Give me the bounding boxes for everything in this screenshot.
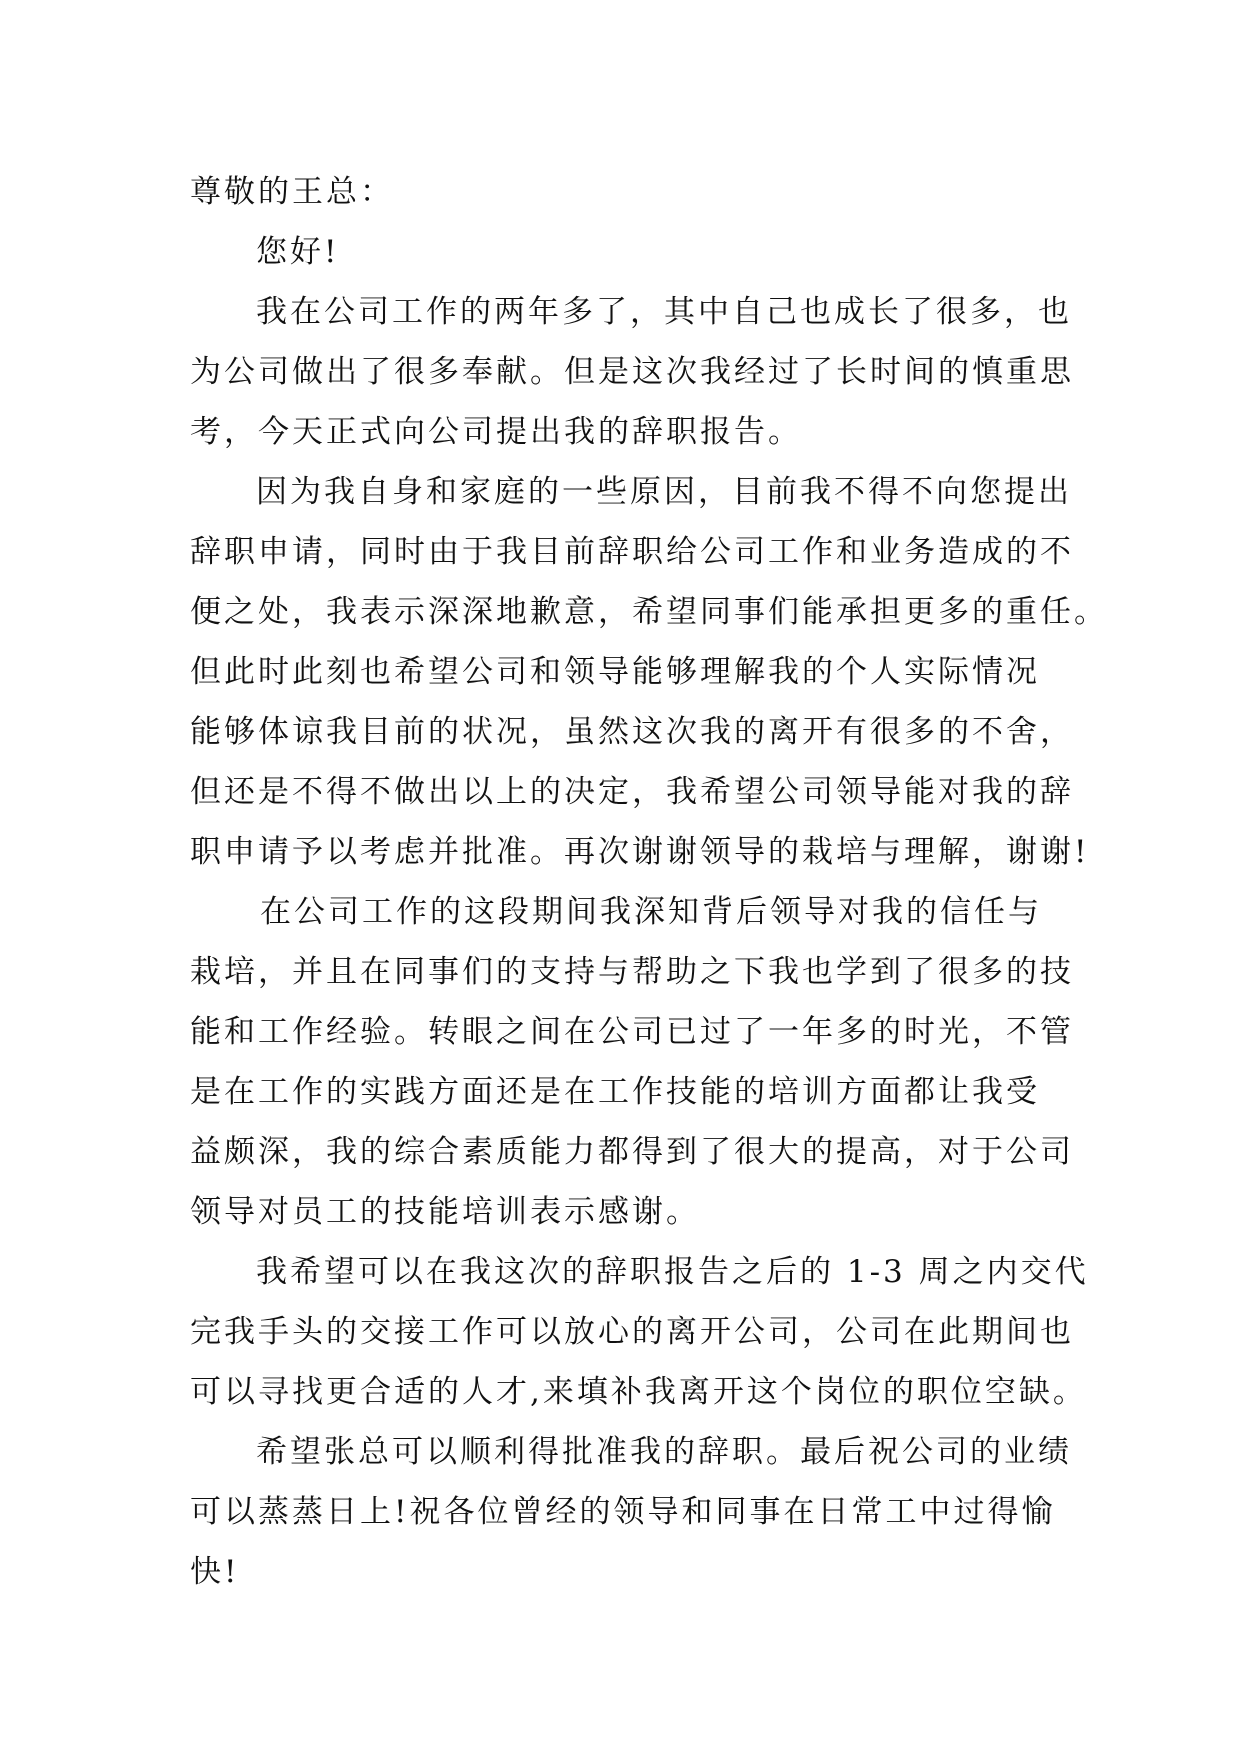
paragraph-3 (190, 882, 1074, 1242)
paragraph-line: 我希望可以在我这次的辞职报告之后的 1-3 周之内交代 (256, 1254, 1089, 1290)
paragraph-line: 便之处，我表示深深地歉意，希望同事们能承担更多的重任。 (190, 594, 1108, 630)
paragraph-line: 我在公司工作的两年多了，其中自己也成长了很多，也 (256, 294, 1072, 330)
paragraph-line: 但此时此刻也希望公司和领导能够理解我的个人实际情况 (190, 654, 1040, 690)
paragraph-1 (190, 282, 1074, 462)
paragraph-line: 能够体谅我目前的状况，虽然这次我的离开有很多的不舍， (190, 714, 1074, 750)
paragraph-line: 考，今天正式向公司提出我的辞职报告。 (190, 414, 802, 450)
paragraph-line: 辞职申请，同时由于我目前辞职给公司工作和业务造成的不 (190, 534, 1074, 570)
salutation: 尊敬的王总： (190, 174, 394, 210)
paragraph-2 (190, 462, 1108, 882)
paragraph-line: 完我手头的交接工作可以放心的离开公司，公司在此期间也 (190, 1314, 1074, 1350)
paragraph-line: 能和工作经验。转眼之间在公司已过了一年多的时光，不管 (190, 1014, 1074, 1050)
paragraph-line: 职申请予以考虑并批准。再次谢谢领导的栽培与理解，谢谢! (190, 834, 1090, 870)
paragraph-line: 希望张总可以顺利得批准我的辞职。最后祝公司的业绩 (256, 1434, 1072, 1470)
paragraph-line: 快! (190, 1554, 240, 1590)
paragraph-line: 为公司做出了很多奉献。但是这次我经过了长时间的慎重思 (190, 354, 1074, 390)
paragraph-line: 领导对员工的技能培训表示感谢。 (190, 1194, 700, 1230)
paragraph-line: 因为我自身和家庭的一些原因，目前我不得不向您提出 (256, 474, 1072, 510)
paragraph-line: 可以蒸蒸日上!祝各位曾经的领导和同事在日常工中过得愉 (190, 1494, 1056, 1530)
paragraph-line: 是在工作的实践方面还是在工作技能的培训方面都让我受 (190, 1074, 1040, 1110)
paragraph-line: 在公司工作的这段期间我深知背后领导对我的信任与 (260, 894, 1042, 930)
greeting: 您好! (256, 234, 340, 270)
paragraph-4 (190, 1242, 1089, 1422)
paragraph-line: 可以寻找更合适的人才,来填补我离开这个岗位的职位空缺。 (190, 1374, 1087, 1410)
paragraph-5 (190, 1422, 1070, 1602)
paragraph-line: 但还是不得不做出以上的决定，我希望公司领导能对我的辞 (190, 774, 1074, 810)
paragraph-line: 益颇深，我的综合素质能力都得到了很大的提高，对于公司 (190, 1134, 1074, 1170)
paragraph-line: 栽培，并且在同事们的支持与帮助之下我也学到了很多的技 (190, 954, 1074, 990)
resignation-letter (190, 162, 1108, 1602)
